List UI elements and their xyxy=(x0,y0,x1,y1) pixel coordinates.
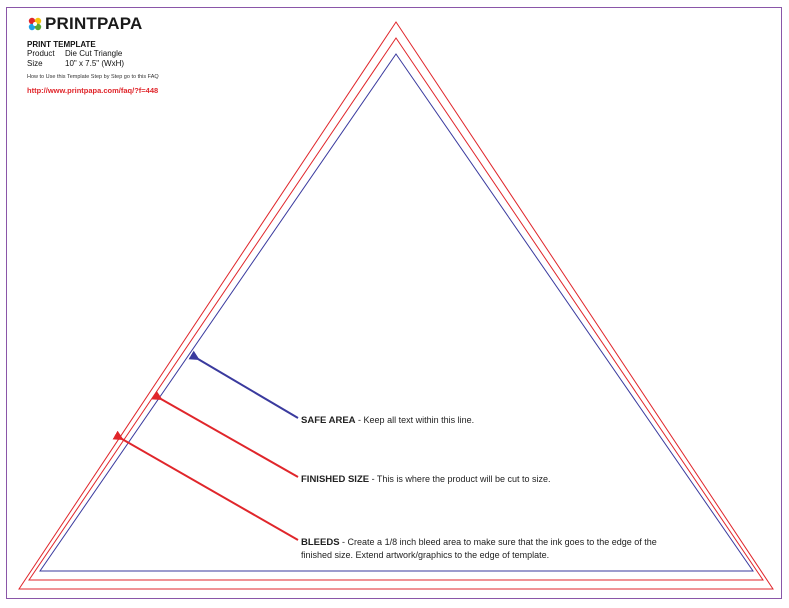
finished-size-arrow xyxy=(161,399,298,477)
size-label: Size xyxy=(27,58,43,68)
finished-size-title: FINISHED SIZE xyxy=(301,474,370,485)
bleed-note xyxy=(301,536,661,561)
size-value: 10" x 7.5" (WxH) xyxy=(65,58,125,68)
product-label: Product xyxy=(27,49,55,58)
product-value: Die Cut Triangle xyxy=(65,49,123,58)
safe-area-title: SAFE AREA xyxy=(301,415,356,426)
bleed-text: - Create a 1/8 inch bleed area to make sure that the ink goes to the edge of the finished size. Extend artwork/graphics to the edge of template. xyxy=(301,537,657,560)
template-title: PRINT TEMPLATE xyxy=(27,40,96,49)
safe-area-line xyxy=(40,54,753,571)
howto-text: How to Use this Template Step by Step go to this FAQ xyxy=(27,74,159,80)
safe-area-text: - Keep all text within this line. xyxy=(355,415,475,425)
faq-link[interactable]: http://www.printpapa.com/faq/?f=448 xyxy=(27,86,159,95)
brand-name: PRINTPAPA xyxy=(45,14,143,33)
finished-size-text: - This is where the product will be cut to size. xyxy=(369,474,551,484)
safe-area-arrow xyxy=(198,359,298,418)
finished-size-note xyxy=(301,473,551,486)
bleed-title: BLEEDS xyxy=(301,537,340,548)
bleed-arrow xyxy=(122,439,298,540)
safe-area-note xyxy=(301,414,474,427)
bleed-line xyxy=(19,22,773,589)
finished-size-line xyxy=(29,38,763,580)
